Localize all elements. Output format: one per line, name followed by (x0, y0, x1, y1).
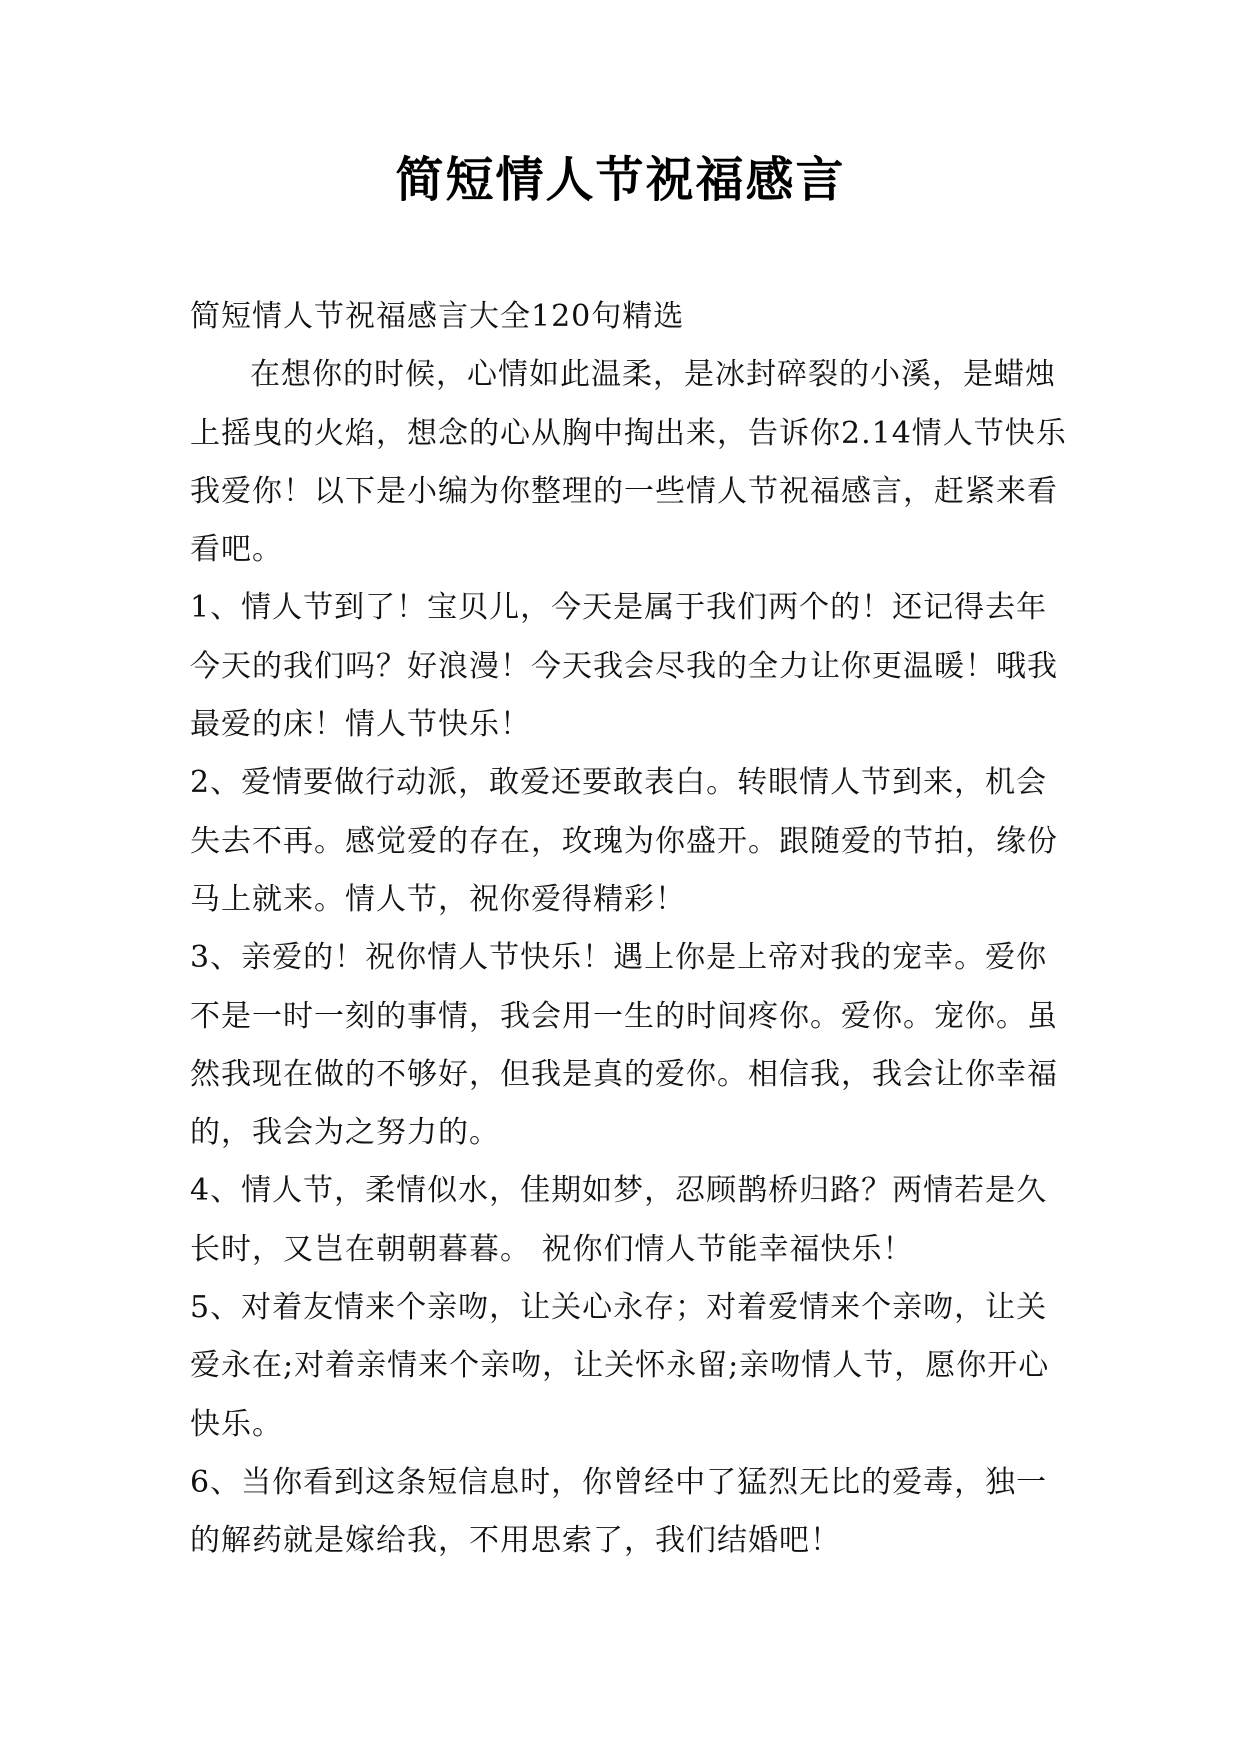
page-title: 简短情人节祝福感言 (395, 152, 846, 208)
blessing-item-2: 2、爱情要做行动派，敢爱还要敢表白。转眼情人节到来，机会失去不再。感觉爱的存在，玫瑰为你盛开。跟随爱的节拍，缘份马上就来。情人节，祝你爱得精彩！ (190, 765, 1058, 917)
blessing-item-4: 4、情人节，柔情似水，佳期如梦，忍顾鹊桥归路？两情若是久长时，又岂在朝朝暮暮。 祝你们情人节能幸福快乐！ (190, 1173, 1048, 1267)
blessing-item-1: 1、情人节到了！宝贝儿，今天是属于我们两个的！还记得去年今天的我们吗？好浪漫！今天我会尽我的全力让你更温暖！哦我最爱的床！情人节快乐！ (190, 590, 1058, 743)
document-body (190, 288, 1070, 1571)
blessing-item-3: 3、亲爱的！祝你情人节快乐！遇上你是上帝对我的宠幸。爱你不是一时一刻的事情，我会用一生的时间疼你。爱你。宠你。虽然我现在做的不够好，但我是真的爱你。相信我，我会让你幸福的，我会为之努力的。 (190, 940, 1058, 1151)
intro-paragraph: 在想你的时候，心情如此温柔，是冰封碎裂的小溪，是蜡烛上摇曳的火焰，想念的心从胸中掏出来，告诉你2.14情人节快乐我爱你！以下是小编为你整理的一些情人节祝福感言，赶紧来看看吧。 (190, 357, 1067, 568)
blessing-item-6: 6、当你看到这条短信息时，你曾经中了猛烈无比的爱毒，独一的解药就是嫁给我，不用思索了，我们结婚吧！ (190, 1464, 1048, 1559)
subtitle-line: 简短情人节祝福感言大全120句精选 (190, 299, 685, 334)
blessing-item-5: 5、对着友情来个亲吻，让关心永存；对着爱情来个亲吻，让关爱永在;对着亲情来个亲吻，让关怀永留;亲吻情人节，愿你开心快乐。 (190, 1290, 1050, 1442)
